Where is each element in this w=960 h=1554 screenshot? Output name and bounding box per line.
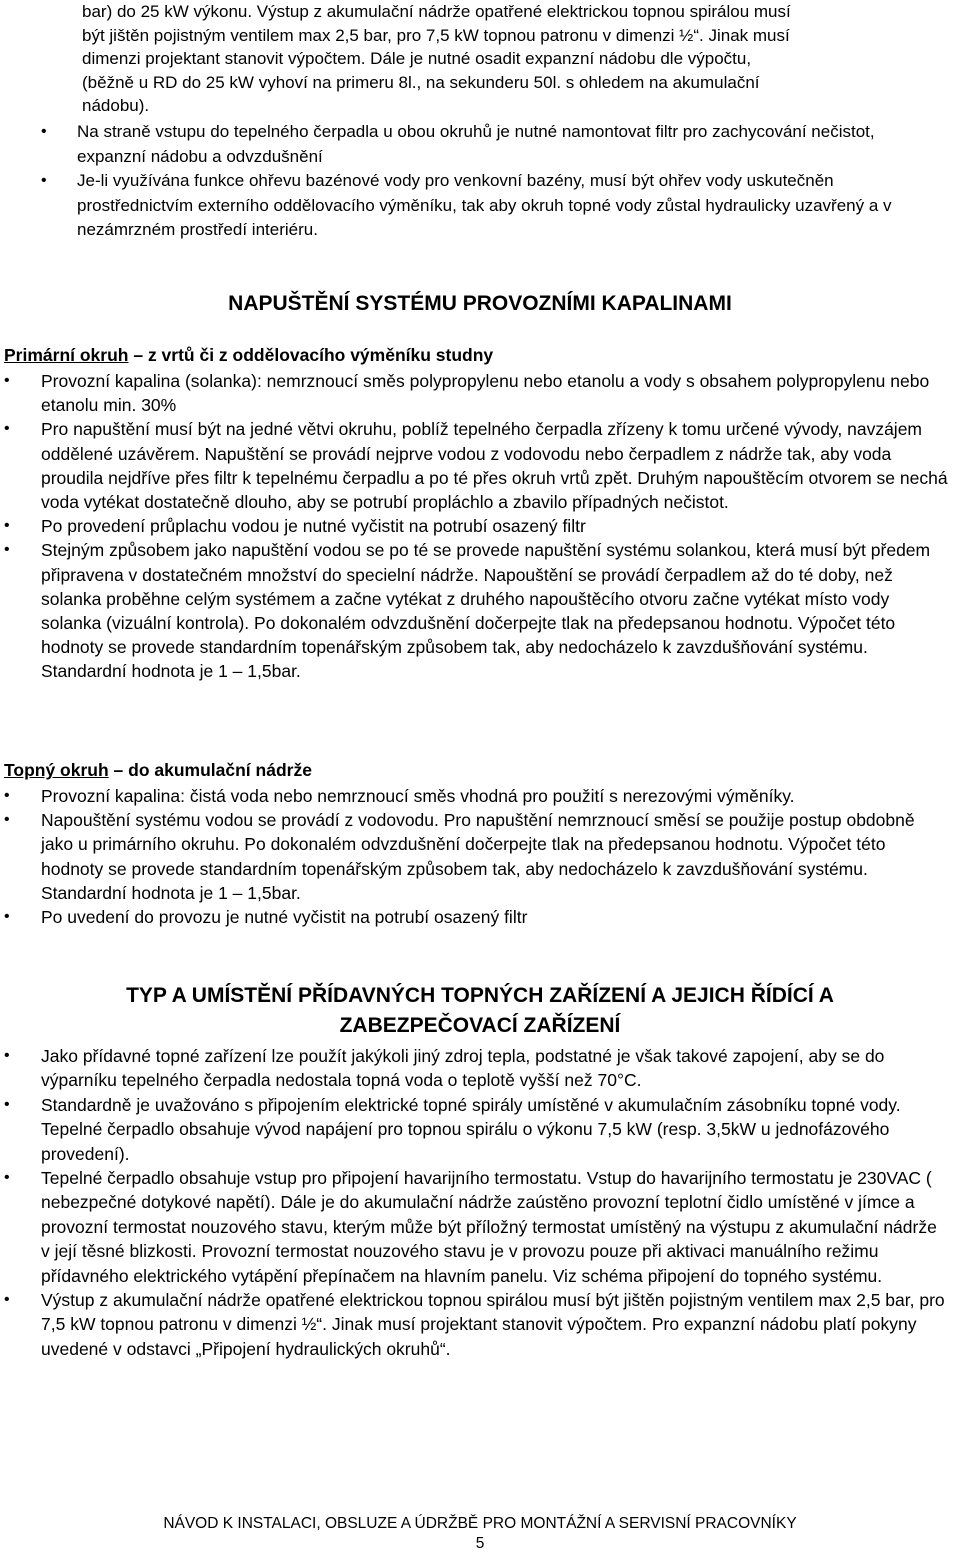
bullet-icon: • [4,811,10,829]
topny-bullet-list [0,784,950,929]
list-item [0,417,950,514]
subheading-rest: – z vrtů či z oddělovacího výměníku studny [128,345,494,365]
list-item [0,514,950,538]
list-item-text: Výstup z akumulační nádrže opatřené elektrickou topnou spirálou musí být jištěn pojistným ventilem max 2,5 bar, pro 7,5 kW topnou patronu v dimenzi ½“. Jinak musí projektant stanovit výpočtem. Pro expanzní nádobu platí pokyny uvedené v odstavci „Připojení hydraulických okruhů“. [41,1290,945,1359]
lead-paragraph [82,0,952,118]
list-item-text: Provozní kapalina: čistá voda nebo nemrznoucí směs vhodná pro použití s nerezovými výměníky. [41,786,795,806]
bullet-icon: • [4,787,10,804]
bullet-icon: • [41,123,47,140]
list-item [0,538,950,683]
subheading-underlined: Primární okruh [4,345,129,365]
footer-title: NÁVOD K INSTALACI, OBSLUZE A ÚDRŽBĚ PRO MONTÁŽNÍ A SERVISNÍ PRACOVNÍKY [163,1515,797,1532]
list-item-text: Napouštění systému vodou se provádí z vodovodu. Pro napuštění nemrznoucí směsí se použije postup obdobně jako u primárního okruhu. Po dokonalém odvzdušnění dočerpejte tlak na předepsanou hodnotu. Výpočet této hodnoty se provede standardním topenářským způsobem tak, aby nedocházelo k zavzdušňování systému. Standardní hodnota je 1 – 1,5bar. [41,810,915,903]
list-item-text: Po uvedení do provozu je nutné vyčistit na potrubí osazený filtr [41,907,528,928]
list-item-text: Jako přídavné topné zařízení lze použít jakýkoli jiný zdroj tepla, podstatné je však takové zapojení, aby se do výparníku tepelného čerpadla nedostala topná voda o teplotě vyšší než 70°C. [41,1046,885,1091]
list-item-text: Standardně je uvažováno s připojením elektrické topné spirály umístěné v akumulačním zásobníku topné vody. Tepelné čerpadlo obsahuje vývod napájení pro topnou spirálu o výkonu 7,5 kW (resp. 3,5kW u jednofázového provedení). [41,1094,901,1164]
list-item [41,120,901,169]
list-item-text: Na straně vstupu do tepelného čerpadla u obou okruhů je nutné namontovat filtr pro zachycování nečistot, expanzní nádobu a odvzdušnění [77,122,875,166]
bullet-icon: • [4,908,10,926]
subheading-underlined: Topný okruh [4,760,109,780]
section-heading-typ [20,981,940,1041]
list-item [41,169,901,243]
lead-line: být jištěn pojistným ventilem max 2,5 bar, pro 7,5 kW topnou patronu v dimenzi ½“. Jinak musí [82,25,790,45]
list-item [0,905,950,929]
section-heading-napousteni: NAPUŠTĚNÍ SYSTÉMU PROVOZNÍMI KAPALINAMI [228,292,732,315]
intro-bullet-list [41,120,901,243]
bullet-icon: • [4,1169,10,1187]
list-item-text: Tepelné čerpadlo obsahuje vstup pro připojení havarijního termostatu. Vstup do havarijního termostatu je 230VAC ( nebezpečné dotykové napětí). Dále je do akumulační nádrže zaústěno provozní teplotní čidlo umístěné v jímce a provozní termostat nouzového stavu, kterým může být příložný termostat umístěný na výstupu z akumulační nádrže v její těsné blizkosti. Provozní termostat nouzového stavu je v provozu pouze při aktivaci manuálního režimu přídavného elektrického vytápění přepínačem na hlavním panelu. Viz schéma připojení do topného systému. [41,1168,937,1286]
bullet-icon: • [4,372,10,389]
bullet-icon: • [4,1095,10,1113]
bullet-icon: • [4,420,10,438]
list-item [0,784,950,808]
list-item-text: Provozní kapalina (solanka): nemrznoucí směs polypropylenu nebo etanolu a vody s obsahem polypropylenu nebo etanolu min. 30% [41,371,930,416]
bullet-icon: • [4,1291,10,1309]
primarni-bullet-list [0,369,950,684]
list-item [0,1288,950,1361]
list-item [0,1093,950,1166]
list-item-text: Stejným způsobem jako napuštění vodou se po té se provede napuštění systému solankou, která musí být předem připravena v dostatečném množství do specielní nádrže. Napouštění se provádí čerpadlem až do té doby, než solanka proběhne celým systémem a začne vytékat z druhého napouštěcího otvoru začne vytékat místo vody solanka (vizuální kontrola). Po dokonalém odvzdušnění dočerpejte tlak na předepsanou hodnotu. Výpočet této hodnoty se provede standardním topenářským způsobem tak, aby nedocházelo k zavzdušňování systému. Standardní hodnota je 1 – 1,5bar. [41,540,931,682]
subheading-topny-okruh [4,758,312,782]
list-item-text: Je-li využívána funkce ohřevu bazénové vody pro venkovní bazény, musí být ohřev vody uskutečněn prostřednictvím externího oddělovacího výměníku, tak aby okruh topné vody zůstal hydraulicky uzavřený a v nezámrzném prostředí interiéru. [77,171,892,239]
page-number: 5 [475,1535,485,1552]
list-item [0,1044,950,1093]
bullet-icon: • [4,541,10,559]
typ-bullet-list [0,1044,950,1361]
section-heading-line: TYP A UMÍSTĚNÍ PŘÍDAVNÝCH TOPNÝCH ZAŘÍZENÍ A JEJICH ŘÍDÍCÍ A [126,984,834,1007]
lead-line: nádobu). [82,96,150,116]
bullet-icon: • [4,1047,10,1064]
lead-line: (běžně u RD do 25 kW vyhoví na primeru 8l., na sekunderu 50l. s ohledem na akumulační [82,72,760,92]
subheading-rest: – do akumulační nádrže [108,760,312,780]
list-item [0,369,950,417]
bullet-icon: • [4,517,10,535]
lead-line: bar) do 25 kW výkonu. Výstup z akumulační nádrže opatřené elektrickou topnou spirálou musí [82,2,791,21]
list-item-text: Po provedení průplachu vodou je nutné vyčistit na potrubí osazený filtr [41,516,586,537]
list-item [0,808,950,905]
list-item [0,1166,950,1288]
lead-line: dimenzi projektant stanovit výpočtem. Dále je nutné osadit expanzní nádobu dle výpočtu, [82,49,752,69]
section-heading-line: ZABEZPEČOVACÍ ZAŘÍZENÍ [339,1014,621,1037]
bullet-icon: • [41,172,47,189]
list-item-text: Pro napuštění musí být na jedné větvi okruhu, poblíž tepelného čerpadla zřízeny k tomu určené vývody, navzájem oddělené uzávěrem. Napuštění se provádí nejprve vodou z vodovodu nebo čerpadlem z nádrže tak, aby voda proudila nejdříve přes filtr k tepelnému čerpadlu a po té přes okruh vrtů zpět. Druhým napouštěcím otvorem se nechá voda vytékat dostatečně dlouho, aby se potrubí propláchlo a zbavilo případných nečistot. [41,419,948,513]
subheading-primarni-okruh [4,343,493,367]
